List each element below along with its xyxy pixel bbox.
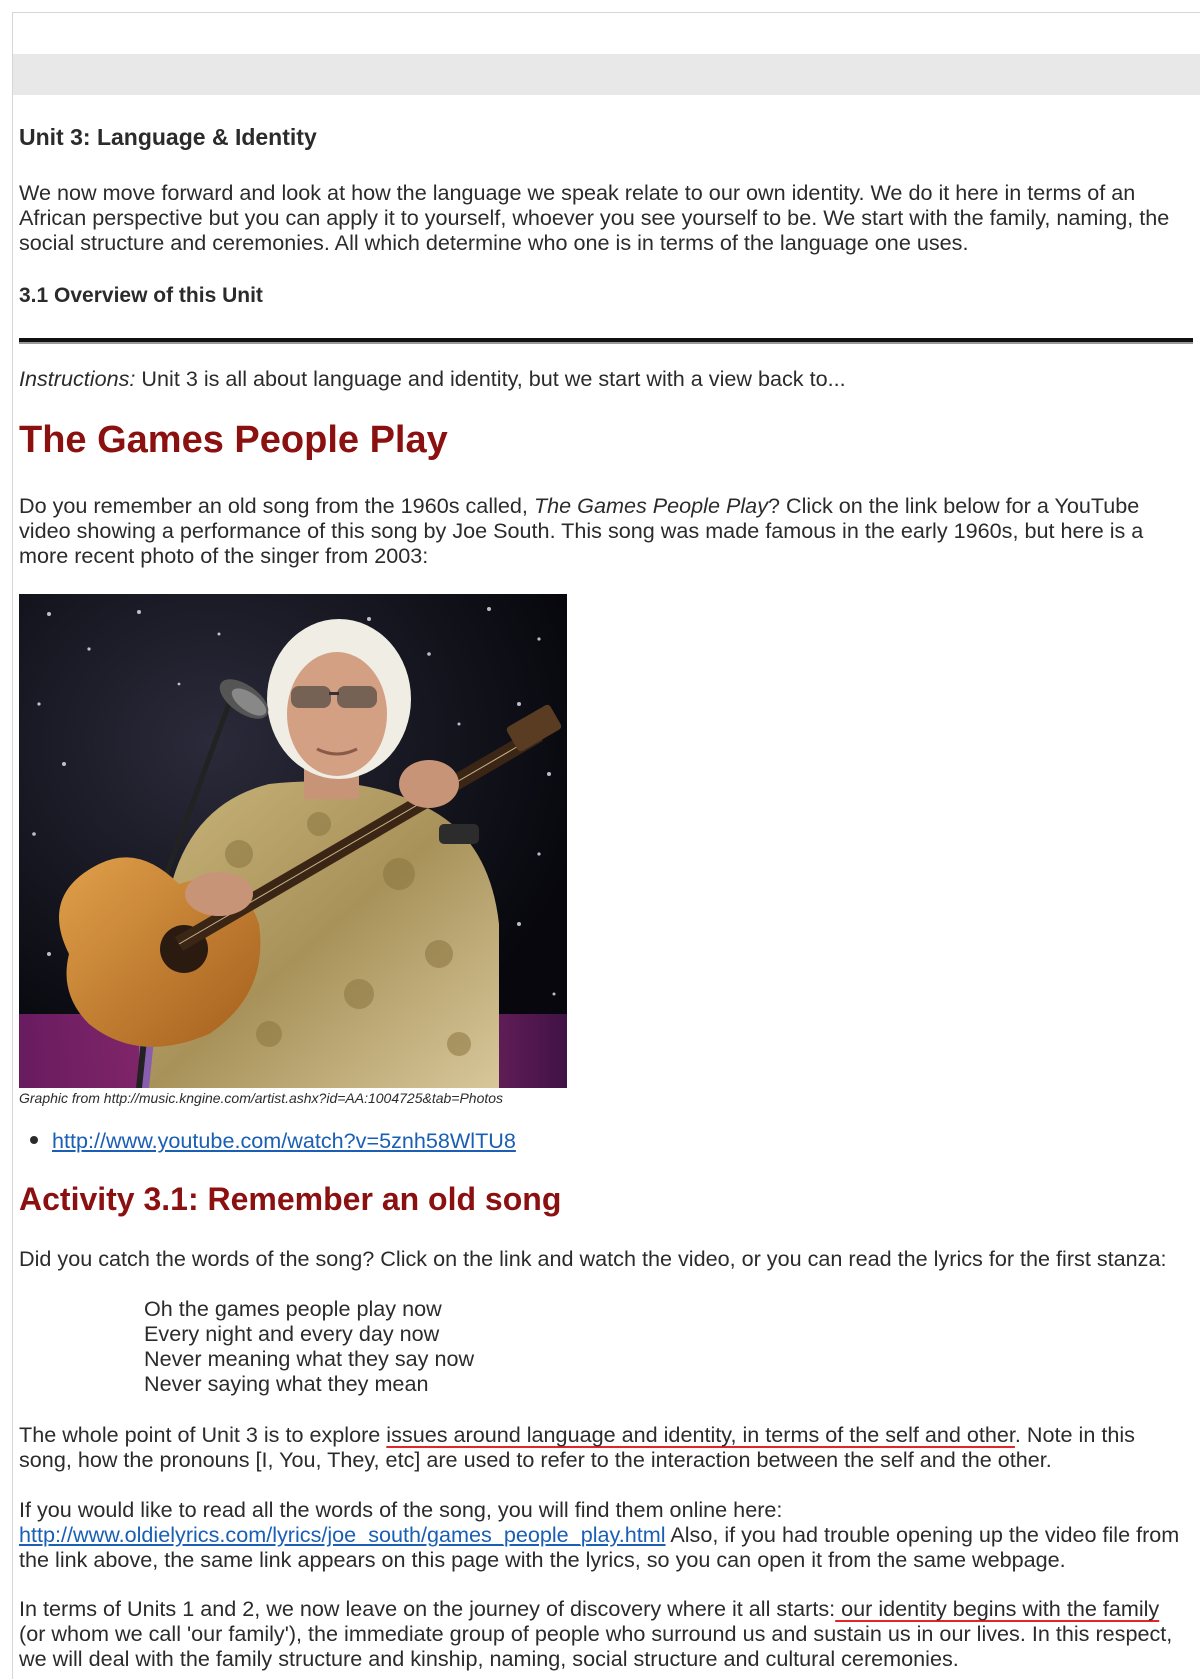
journey-paragraph — [19, 1596, 1189, 1671]
instructions-label: Instructions: — [19, 366, 136, 391]
lyrics-line: Oh the games people play now — [144, 1296, 442, 1321]
lyrics-link[interactable]: http://www.oldielyrics.com/lyrics/joe_south/games_people_play.html — [19, 1522, 666, 1547]
unit-point-paragraph — [19, 1422, 1189, 1472]
song-intro-text-rest: ? Click on the link below for a YouTube video showing a performance of this song by Joe South. This song was made famous in the early 1960s, but here is a more recent photo of the singer from 2003: — [19, 493, 1144, 568]
highlighted-phrase: our identity begins with the family — [835, 1596, 1160, 1621]
unit-title: Unit 3: Language & Identity — [19, 124, 317, 150]
instructions-text: Unit 3 is all about language and identity, but we start with a view back to... — [135, 366, 846, 391]
unit-point-text: The whole point of Unit 3 is to explore — [19, 1422, 387, 1447]
top-banner-bar — [13, 54, 1200, 95]
journey-text-rest: (or whom we call 'our family'), the immediate group of people who surround us and sustain us in our lives. In this respect, we will deal with the family structure and kinship, naming, social structure and cultural ceremonies. — [19, 1621, 1173, 1671]
journey-text: In terms of Units 1 and 2, we now leave on the journey of discovery where it all starts: — [19, 1596, 836, 1621]
lyrics-stanza — [144, 1296, 474, 1396]
youtube-link[interactable]: http://www.youtube.com/watch?v=5znh58WlTU8 — [52, 1128, 516, 1153]
instructions-line — [19, 366, 846, 391]
singer-photo — [19, 594, 567, 1088]
song-intro-paragraph — [19, 493, 1189, 568]
overview-heading: 3.1 Overview of this Unit — [19, 284, 263, 307]
unit-point-text-rest: . Note in this song, how the pronouns [I, You, They, etc] are used to refer to the interaction between the self and the other. — [19, 1422, 1135, 1472]
lyrics-source-text-rest: Also, if you had trouble opening up the video file from the link above, the same link appears on this page with the lyrics, so you can open it from the same webpage. — [19, 1522, 1180, 1572]
song-title: The Games People Play — [533, 493, 768, 518]
games-heading: The Games People Play — [19, 419, 448, 461]
bullet-icon — [30, 1136, 38, 1144]
section-divider — [19, 338, 1193, 344]
lyrics-line: Never saying what they mean — [144, 1371, 429, 1396]
lyrics-source-paragraph — [19, 1497, 1189, 1572]
song-intro-text: Do you remember an old song from the 1960s called, — [19, 493, 534, 518]
activity-paragraph: Did you catch the words of the song? Click on the link and watch the video, or you can read the lyrics for the first stanza: — [19, 1246, 1167, 1271]
intro-paragraph: We now move forward and look at how the language we speak relate to our own identity. We do it here in terms of an African perspective but you can apply it to yourself, whoever you see yourself to be. We start with the family, naming, the social structure and ceremonies. All which determine who one is in terms of the language one uses. — [19, 180, 1170, 255]
highlighted-phrase: issues around language and identity, in terms of the self and other — [386, 1422, 1015, 1447]
activity-heading: Activity 3.1: Remember an old song — [19, 1181, 562, 1217]
youtube-link-item — [30, 1128, 516, 1153]
lyrics-line: Never meaning what they say now — [144, 1346, 475, 1371]
photo-caption: Graphic from http://music.kngine.com/artist.ashx?id=AA:1004725&tab=Photos — [19, 1090, 504, 1106]
lyrics-source-text: If you would like to read all the words of the song, you will find them online here: — [19, 1497, 783, 1522]
lyrics-line: Every night and every day now — [144, 1321, 440, 1346]
